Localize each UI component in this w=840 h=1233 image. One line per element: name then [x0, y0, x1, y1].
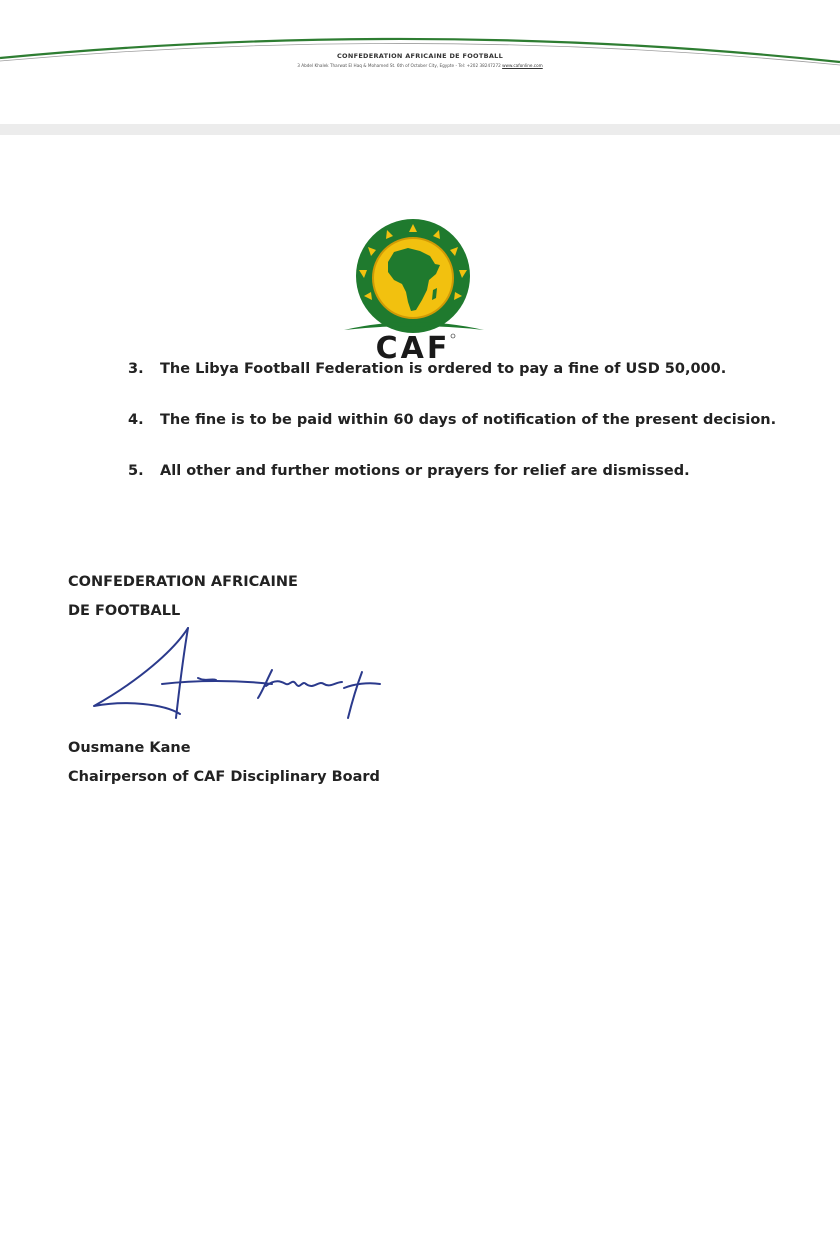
organization-line-1: CONFEDERATION AFRICAINE [68, 574, 298, 590]
letterhead-website-link[interactable]: www.cafonline.com [502, 63, 543, 68]
signature [86, 622, 386, 727]
letterhead-address-text: 3 Abdel Khalek Tharwat El Haq & Mohamed St. 6th of October City, Egypte - Tel: +202 38247272 [297, 63, 501, 68]
signer-name: Ousmane Kane [68, 740, 191, 756]
organization-line-2: DE FOOTBALL [68, 603, 181, 619]
caf-logo-text: CAF [375, 331, 451, 363]
caf-africa-globe-logo-icon [338, 218, 488, 363]
signature-organization [68, 568, 298, 626]
item-text: All other and further motions or prayers for relief are dismissed. [160, 463, 690, 479]
handwritten-signature-icon [86, 622, 386, 727]
signer-title: Chairperson of CAF Disciplinary Board [68, 769, 380, 785]
item-number: 4. [128, 412, 144, 428]
signer-block [68, 734, 380, 792]
item-text: The Libya Football Federation is ordered to pay a fine of USD 50,000. [160, 361, 727, 377]
item-text: The fine is to be paid within 60 days of notification of the present decision. [160, 412, 777, 428]
list-item [128, 409, 808, 460]
item-number: 3. [128, 361, 144, 377]
item-number: 5. [128, 463, 144, 479]
list-item [128, 358, 808, 409]
caf-logo [338, 218, 488, 363]
header-band [0, 124, 840, 135]
list-item [128, 460, 808, 511]
decision-list [128, 358, 808, 511]
letterhead-arc-icon [0, 0, 840, 140]
letterhead-address [0, 63, 840, 68]
letterhead-title: CONFEDERATION AFRICAINE DE FOOTBALL [336, 52, 504, 60]
letterhead [0, 0, 840, 140]
